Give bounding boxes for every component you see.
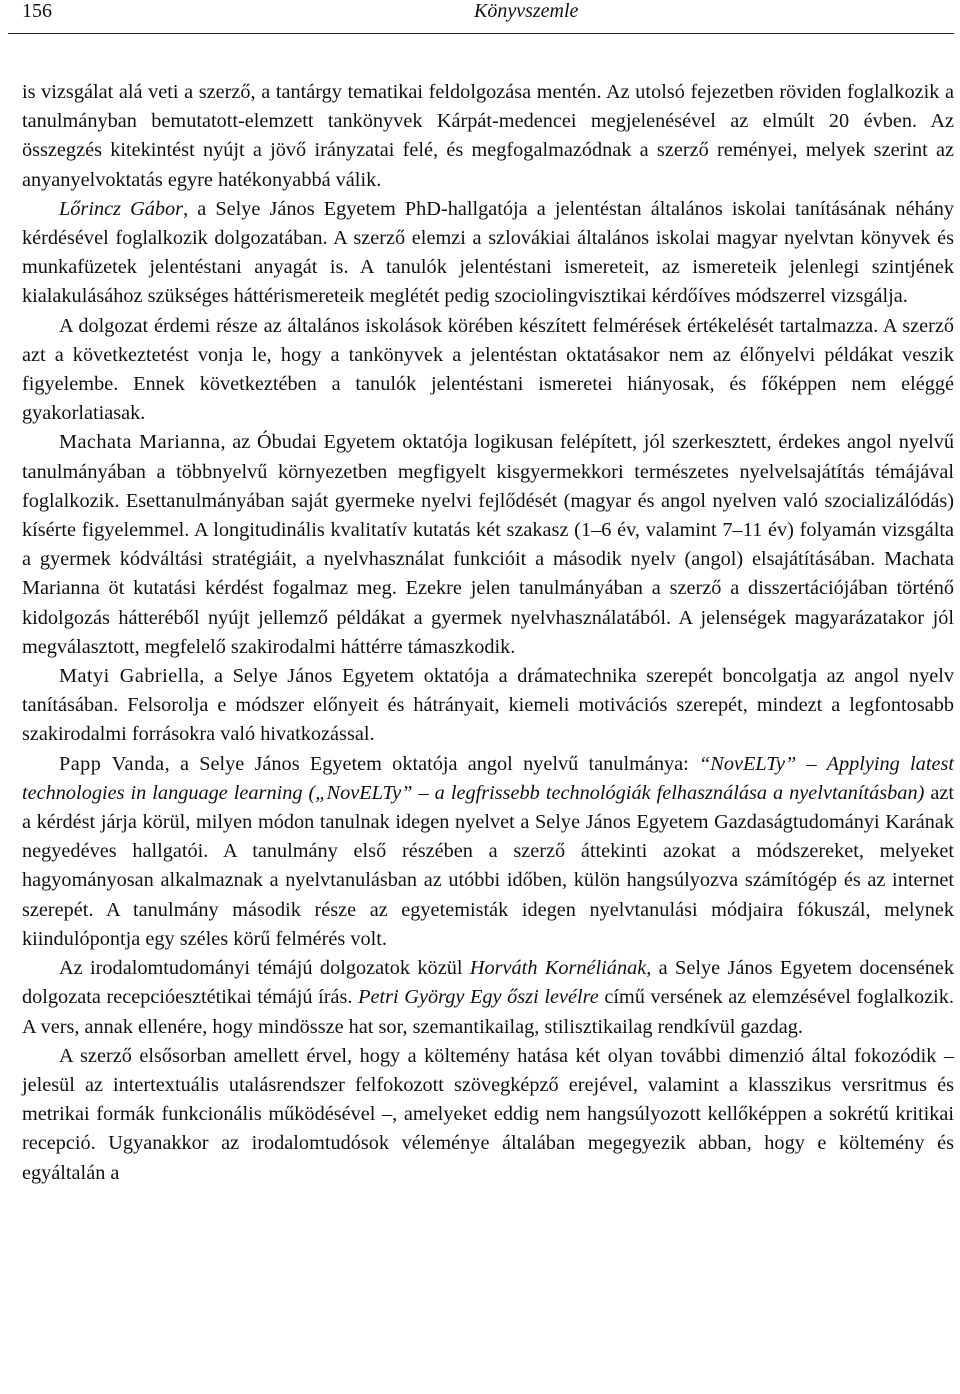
author-name-lorincz: Lőrincz Gábor: [59, 197, 184, 220]
paragraph-matyi: [22, 662, 954, 750]
page-number: 156: [22, 0, 52, 22]
page-header: [8, 0, 954, 34]
author-name-machata: Machata Marianna: [59, 431, 221, 454]
text-segment: , az Óbudai Egyetem oktatója logikusan felépített, jól szerkesztett, érdekes angol nyelvű tanulmányában a többnyelvű környezetben megfigyelt kisgyermekkori természetes nyelvelsajátítás témájával foglalkozik. Esettanulmányában saját gyermeke nyelvi fejlődését (magyar és angol nyelven való szocializálódás) kísérte figyelemmel. A longitudinális kvalitatív kutatás két szakasz (1–6 év, valamint 7–11 év) folyamán vizsgálta a gyermek kódváltási stratégiáit, a nyelvhasználat funkcióit a második nyelv (angol) elsajátításában. Machata Marianna öt kutatási kérdést fogalmaz meg. Ezekre jelen tanulmányában a szerző a disszertációjában történő kidolgozás hátteréből nyújt jellemző példákat a gyermek nyelvhasználatából. A jelenségek magyarázatakor jól megválasztott, megfelelő szakirodalmi háttérre támaszkodik.: [22, 431, 954, 658]
text-segment: , a Selye János Egyetem oktatója angol nyelvű tanulmánya:: [164, 752, 700, 775]
text-segment: A szerző elsősorban amellett érvel, hogy a költemény hatása két olyan további dimenzió által fokozódik – jelesül az intertextuális utalásrendszer felfokozott szövegképző erejével, valamint a klasszikus versritmus és metrikai formák funkcionális működésével –, amelyeket eddig nem hangsúlyozott kellőképpen a sokrétű kritikai recepció. Ugyanakkor az irodalomtudósok véleménye általában megegyezik abban, hogy e költemény és egyáltalán a: [22, 1044, 954, 1184]
author-name-matyi: Matyi Gabriella: [59, 665, 200, 688]
author-name-papp: Papp Vanda: [59, 752, 165, 775]
paragraph-horvath: [22, 954, 954, 1042]
poem-title: Petri György Egy őszi levélre: [358, 986, 599, 1009]
text-segment: , a Selye János Egyetem docensének dolgozata recepcióesztétikai témájú írás.: [22, 957, 954, 1009]
body-text: [22, 78, 954, 1188]
author-name-horvath: Horváth Kornéliának: [469, 957, 647, 980]
text-segment: A dolgozat érdemi része az általános iskolások körében készített felmérések értékelését tartalmazza. A szerző azt a következtetést vonja le, hogy a tankönyvek a jelentéstan oktatásakor nem az élőnyelvi példákat veszik figyelembe. Ennek következtében a tanulók jelentéstani ismeretei hiányosak, és főképpen nem eléggé gyakorlatiasak.: [22, 314, 954, 425]
paragraph-machata: [22, 428, 954, 662]
text-segment: , a Selye János Egyetem oktatója a drámatechnika szerepét boncolgatja az angol nyelv tanításában. Felsorolja e módszer előnyeit és hátrányait, kiemeli motivációs szerepét, mindezt a legfontosabb szakirodalmi forrásokra való hivatkozással.: [22, 665, 954, 746]
paragraph-papp: [22, 750, 954, 954]
text-segment: azt a kérdést járja körül, milyen módon tanulnak idegen nyelvet a Selye János Egyetem Gazdaságtudományi Karának negyedéves hallgatói. A tanulmány első részében a szerző áttekinti azokat a módszereket, melyeket hagyományosan alkalmaznak a nyelvtanulásban az utóbbi időben, külön hangsúlyozva számítógép és az internet szerepét. A tanulmány második része az egyetemisták idegen nyelvtanulási módjaira fókuszál, melynek kiindulópontja egy széles körű felmérés volt.: [22, 781, 954, 950]
paragraph-summary-end: [22, 78, 954, 195]
text-segment: , a Selye János Egyetem PhD-hallgatója a jelentéstan általános iskolai tanításának néhány kérdésével foglalkozik dolgozatában. A szerző elemzi a szlovákiai általános iskolai magyar nyelvtan könyvek és munkafüzetek jelentéstani anyagát is. A tanulók jelentéstani ismereteit, az ismereteik jelenlegi szintjének kialakulásához szükséges háttérismereteik meglétét pedig szociolingvisztikai kérdőíves módszerrel vizsgálja.: [22, 197, 954, 308]
running-title: Könyvszemle: [474, 0, 579, 22]
study-title-novelty: “NovELTy” – Applying latest technologies in language learning („NovELTy” – a legfrissebb technológiák felhasználása a nyelvtanításban): [22, 752, 954, 804]
text-segment: is vizsgálat alá veti a szerző, a tantárgy tematikai feldolgozása mentén. Az utolsó fejezetben röviden foglalkozik a tanulmányban bemutatott-elemzett tankönyvek Kárpát-medencei megjelenésével az elmúlt 20 évben. Az összegzés kitekintést nyújt a jövő irányzatai felé, és megfogalmazódnak a szerző reményei, melyek szerint az anyanyelvoktatás egyre hatékonyabbá válik.: [22, 81, 954, 191]
text-segment: című versének az elemzésével foglalkozik. A vers, annak ellenére, hogy mindössze hat sor, szemantikailag, stilisztikailag rendkívül gazdag.: [22, 986, 955, 1038]
paragraph-lorincz: [22, 195, 954, 312]
paragraph-evaluation: [22, 312, 954, 429]
text-segment: Az irodalomtudományi témájú dolgozatok közül: [59, 957, 470, 980]
paragraph-argument: [22, 1042, 954, 1188]
